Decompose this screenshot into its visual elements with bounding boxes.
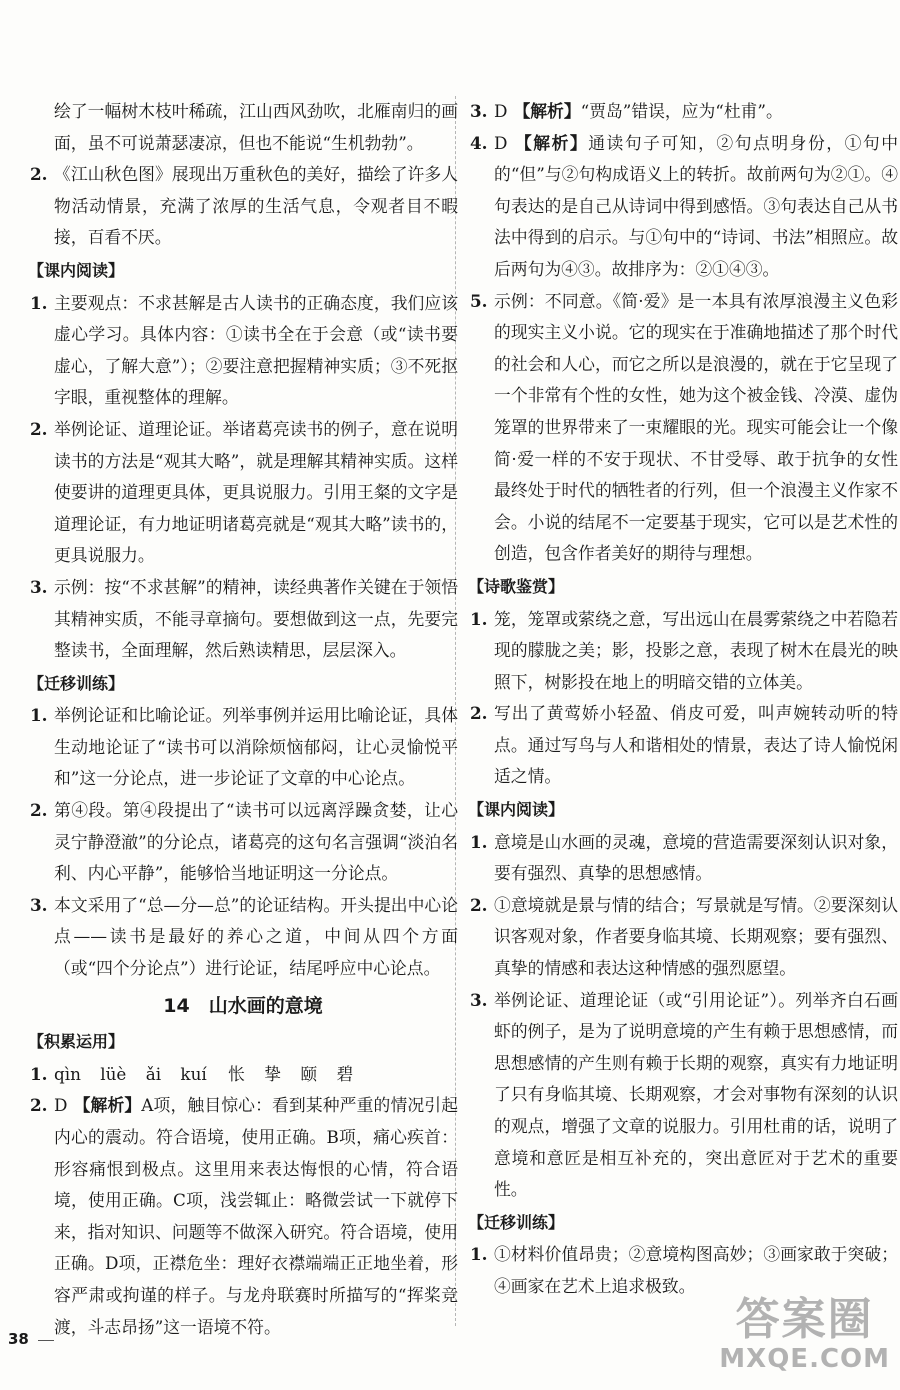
item-text: 本文采用了“总—分—总”的论证结构。开头提出中心论点——读书是最好的养心之道，中间从四个方面（或“四个分论点”）进行论证，结尾呼应中心论点。: [54, 894, 458, 979]
list-item: [468, 128, 898, 286]
item-number: 1.: [30, 705, 48, 726]
item-number: 3.: [470, 989, 488, 1010]
page-number-rule: [38, 1340, 54, 1341]
watermark-url: MXQE.COM: [719, 1344, 890, 1374]
continued-text: 绘了一幅树木枝叶稀疏，江山西风劲吹，北雁南归的画面，虽不可说萧瑟凄凉，但也不能说“生机勃勃”。: [54, 101, 458, 153]
section-heading-transfer: 【迁移训练】: [468, 1212, 565, 1232]
section-heading-reading: 【课内阅读】: [468, 800, 565, 820]
item-text: “贾岛”错误，应为“杜甫”。: [580, 101, 783, 121]
item-number: 3.: [30, 894, 48, 915]
item-number: 1.: [470, 608, 488, 629]
item-number: 2.: [30, 164, 48, 185]
section-heading-reading: 【课内阅读】: [28, 260, 125, 280]
list-item: [28, 414, 458, 572]
section-heading-accumulation: 【积累运用】: [28, 1032, 125, 1052]
item-number: 2.: [470, 894, 488, 915]
item-number: 1.: [470, 1244, 488, 1265]
list-item: [468, 698, 898, 793]
item-text: 写出了黄莺娇小轻盈、俏皮可爱，叫声婉转动听的特点。通过写鸟与人和谐相处的情景，表达了诗人愉悦闲适之情。: [494, 703, 898, 787]
item-number: 2.: [30, 418, 48, 439]
item-number: 4.: [470, 132, 488, 153]
list-item: [28, 572, 458, 667]
item-text: 示例：按“不求甚解”的精神，读经典著作关键在于领悟其精神实质，不能寻章摘句。要想做到这一点，先要完整读书，全面理解，然后熟读精思，层层深入。: [54, 576, 458, 661]
watermark-text: 答案圈: [735, 1294, 874, 1345]
item-text: 示例：不同意。《简·爱》是一本具有浓厚浪漫主义色彩的现实主义小说。它的现实在于准确地描述了那个时代的社会和人心，而它之所以是浪漫的，就在于它呈现了一个非常有个性的女性，她为这个被金钱、冷漠、虚伪笼罩的世界带来了一束耀眼的光。现实可能会让一个像简·爱一样的不安于现状、不甘受辱、敢于抗争的女性最终处于时代的牺牲者的行列，但一个浪漫主义作家不会。小说的结尾不一定要基于现实，它可以是艺术性的创造，包含作者美好的期待与理想。: [494, 290, 898, 564]
list-item: [468, 985, 898, 1206]
item-number: 1.: [30, 292, 48, 313]
analysis-tag: 【解析】: [513, 101, 581, 121]
item-text: 《江山秋色图》展现出万重秋色的美好，描绘了许多人物活动情景，充满了浓厚的生活气息，令观者目不暇接，百看不厌。: [54, 164, 458, 248]
list-item: [468, 827, 898, 890]
analysis-tag: 【解析】: [73, 1095, 142, 1116]
item-text: 意境是山水画的灵魂，意境的营造需要深刻认识对象，要有强烈、真挚的思想感情。: [494, 831, 898, 884]
list-item: [28, 1090, 458, 1343]
list-item: [28, 288, 458, 414]
watermark-logo: [719, 1296, 890, 1374]
item-text: ①材料价值昂贵；②意境构图高妙；③画家敢于突破；④画家在艺术上追求极致。: [494, 1244, 898, 1296]
item-number: 3.: [30, 576, 48, 597]
lesson-title: 14 山水画的意境: [163, 994, 323, 1017]
item-number: 5.: [470, 290, 488, 311]
character-answers: 怅 挚 颐 碧: [228, 1063, 354, 1084]
list-item: [28, 795, 458, 890]
right-column: [468, 96, 898, 1303]
answer-letter: D: [494, 132, 508, 153]
pinyin-answers: qìn lüè ǎi kuí: [54, 1063, 207, 1084]
item-text: 举例论证、道理论证（或“引用论证”）。列举齐白石画虾的例子，是为了说明意境的产生有赖于思想感情，而思想感情的产生则有赖于长期的观察，真实有力地证明了只有身临其境、长期观察，才会对事物有深刻的认识的观点，增强了文章的说服力。引用杜甫的话，说明了意境和意匠是相互补充的，突出意匠对于艺术的重要性。: [494, 989, 898, 1200]
list-item: [468, 604, 898, 699]
list-item: [468, 96, 898, 128]
left-column: [28, 96, 458, 1343]
item-text: 第④段。第④段提出了“读书可以远离浮躁贪婪，让心灵宁静澄澈”的分论点，诸葛亮的这句名言强调“淡泊名利、内心平静”，能够恰当地证明这一分论点。: [54, 800, 458, 884]
list-item: [28, 700, 458, 795]
item-number: 2.: [30, 1095, 48, 1116]
analysis-tag: 【解析】: [513, 132, 589, 153]
answer-letter: D: [494, 101, 508, 121]
list-item: [28, 159, 458, 254]
item-text: ①意境就是景与情的结合；写景就是写情。②要深刻认识客观对象，作者要身临其境、长期观察；要有强烈、真挚的情感和表达这种情感的强烈愿望。: [494, 894, 898, 979]
answer-letter: D: [54, 1095, 68, 1116]
list-item: [468, 890, 898, 985]
item-text: 主要观点：不求甚解是古人读书的正确态度，我们应该虚心学习。具体内容：①读书全在于会意（或“读书要虚心，了解大意”）；②要注意把握精神实质；③不死抠字眼，重视整体的理解。: [54, 292, 458, 408]
item-number: 1.: [30, 1063, 48, 1084]
item-number: 3.: [470, 101, 488, 121]
item-number: 2.: [470, 703, 488, 724]
item-text: 笼，笼罩或萦绕之意，写出远山在晨雾萦绕之中若隐若现的朦胧之美；影，投影之意，表现了树木在晨光的映照下，树影投在地上的明暗交错的立体美。: [494, 608, 898, 692]
item-number: 1.: [470, 831, 488, 852]
list-item: [468, 286, 898, 570]
item-number: 2.: [30, 800, 48, 821]
item-text: 举例论证、道理论证。举诸葛亮读书的例子，意在说明读书的方法是“观其大略”，就是理解其精神实质。这样使要讲的道理更具体，更具说服力。引用王粲的文字是道理论证，有力地证明诸葛亮就是“观其大略”读书的，更具说服力。: [54, 418, 458, 566]
page-number: 38: [8, 1330, 29, 1348]
list-item: [28, 1059, 458, 1091]
item-text: 通读句子可知，②句点明身份，①句中的“但”与②句构成语义上的转折。故前两句为②①。④句表达的是自己从诗词中得到感悟。③句表达自己从书法中得到的启示。与①句中的“诗词、书法”相照应。故后两句为④③。故排序为：②①④③。: [494, 132, 898, 279]
section-heading-poetry: 【诗歌鉴赏】: [468, 576, 565, 596]
list-item: [28, 890, 458, 985]
section-heading-transfer: 【迁移训练】: [28, 673, 125, 693]
item-text: 举例论证和比喻论证。列举事例并运用比喻论证，具体生动地论证了“读书可以消除烦恼郁闷，让心灵愉悦平和”这一分论点，进一步论证了文章的中心论点。: [54, 705, 458, 789]
item-text: A项，触目惊心：看到某种严重的情况引起内心的震动。符合语境，使用正确。B项，痛心疾首：形容痛恨到极点。这里用来表达悔恨的心情，符合语境，使用正确。C项，浅尝辄止：略微尝试一下就停下来，指对知识、问题等不做深入研究。符合语境，使用正确。D项，正襟危坐：理好衣襟端端正正地坐着，形容严肃或拘谨的样子。与龙舟联赛时所描写的“挥桨竞渡，斗志昂扬”这一语境不符。: [54, 1095, 458, 1337]
